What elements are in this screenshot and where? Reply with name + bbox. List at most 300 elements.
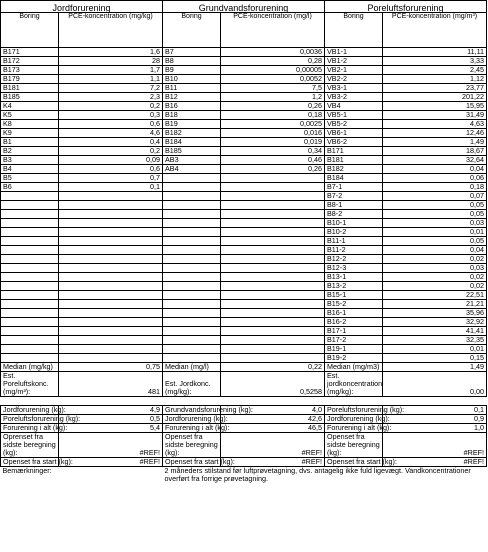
- pore-boring-cell[interactable]: B10-1: [325, 219, 383, 228]
- grund-boring-cell[interactable]: [163, 300, 221, 309]
- table-row: [1, 354, 487, 363]
- pore-total-value[interactable]: 0,9: [383, 415, 487, 424]
- grund-value-cell[interactable]: 0,016: [221, 129, 325, 138]
- pore-value-cell[interactable]: 11,11: [383, 48, 487, 57]
- grund-boring-cell[interactable]: B16: [163, 102, 221, 111]
- grund-boring-cell[interactable]: [163, 255, 221, 264]
- pore-value-cell[interactable]: 41,41: [383, 327, 487, 336]
- pore-boring-cell[interactable]: VB6-1: [325, 129, 383, 138]
- grund-value-cell[interactable]: [221, 192, 325, 201]
- jord-boring-cell[interactable]: [1, 291, 59, 300]
- pore-boring-cell[interactable]: VB6-2: [325, 138, 383, 147]
- grund-value-cell[interactable]: [221, 228, 325, 237]
- jord-boring-cell[interactable]: [1, 264, 59, 273]
- pore-total-label[interactable]: Poreluftsforurening (kg):: [325, 406, 383, 415]
- pore-boring-cell[interactable]: VB5-2: [325, 120, 383, 129]
- table-row: [1, 210, 487, 219]
- jord-boring-cell[interactable]: B173: [1, 66, 59, 75]
- grund-value-cell[interactable]: [221, 309, 325, 318]
- grund-boring-cell[interactable]: [163, 219, 221, 228]
- grund-boring-cell[interactable]: [163, 273, 221, 282]
- table-row: [1, 273, 487, 282]
- pore-boring-cell[interactable]: B171: [325, 147, 383, 156]
- pore-boring-cell[interactable]: VB2-1: [325, 66, 383, 75]
- grund-value-cell[interactable]: [221, 327, 325, 336]
- jord-total-value[interactable]: 4,9: [59, 406, 163, 415]
- table-row: [1, 156, 487, 165]
- jord-boring-cell[interactable]: B6: [1, 183, 59, 192]
- jord-boring-header[interactable]: Boring: [1, 13, 59, 48]
- jord-median-value[interactable]: 0,75: [59, 363, 163, 372]
- grund-boring-cell[interactable]: [163, 282, 221, 291]
- jord-boring-cell[interactable]: B2: [1, 147, 59, 156]
- table-row: [1, 237, 487, 246]
- grund-value-cell[interactable]: 0,0036: [221, 48, 325, 57]
- jord-boring-cell[interactable]: B171: [1, 48, 59, 57]
- grund-total-label[interactable]: Forurening i alt (kg):: [163, 424, 221, 433]
- grund-opr-last-label[interactable]: Openset fra sidste beregning (kg):: [163, 433, 221, 458]
- table-row: [1, 84, 487, 93]
- pore-value-cell[interactable]: 0,03: [383, 219, 487, 228]
- pore-boring-cell[interactable]: B16-2: [325, 318, 383, 327]
- grund-boring-cell[interactable]: B12: [163, 93, 221, 102]
- jord-value-cell[interactable]: 4,6: [59, 129, 163, 138]
- jord-value-cell[interactable]: 1,1: [59, 75, 163, 84]
- grund-value-cell[interactable]: [221, 174, 325, 183]
- remarks-row: [1, 467, 487, 484]
- grund-total-label[interactable]: Grundvandsforurening (kg):: [163, 406, 221, 415]
- pore-boring-cell[interactable]: B15-1: [325, 291, 383, 300]
- pore-boring-cell[interactable]: B10-2: [325, 228, 383, 237]
- grund-value-cell[interactable]: [221, 201, 325, 210]
- jord-value-cell[interactable]: [59, 219, 163, 228]
- grund-value-cell[interactable]: 0,0052: [221, 75, 325, 84]
- jord-boring-cell[interactable]: [1, 237, 59, 246]
- grund-boring-cell[interactable]: [163, 183, 221, 192]
- grund-total-value[interactable]: 4,0: [221, 406, 325, 415]
- grund-value-cell[interactable]: [221, 210, 325, 219]
- jord-boring-cell[interactable]: B181: [1, 84, 59, 93]
- grund-boring-cell[interactable]: B10: [163, 75, 221, 84]
- jord-value-header[interactable]: PCE-koncentration (mg/kg): [59, 13, 163, 48]
- opr-last-row: [1, 433, 487, 458]
- pore-boring-cell[interactable]: B8-2: [325, 210, 383, 219]
- pore-value-cell[interactable]: 12,46: [383, 129, 487, 138]
- pore-est-value[interactable]: 0,00: [383, 372, 487, 397]
- pore-value-cell[interactable]: 2,45: [383, 66, 487, 75]
- pore-value-cell[interactable]: 4,63: [383, 120, 487, 129]
- table-row: [1, 75, 487, 84]
- pore-boring-cell[interactable]: B7-2: [325, 192, 383, 201]
- jord-value-cell[interactable]: [59, 273, 163, 282]
- grund-median-value[interactable]: 0,22: [221, 363, 325, 372]
- jord-value-cell[interactable]: [59, 282, 163, 291]
- jord-value-cell[interactable]: [59, 327, 163, 336]
- jord-value-cell[interactable]: 1,7: [59, 66, 163, 75]
- pore-title[interactable]: Poreluftsforurening: [325, 1, 487, 13]
- jord-boring-cell[interactable]: [1, 318, 59, 327]
- jord-value-cell[interactable]: 0,2: [59, 147, 163, 156]
- jord-value-cell[interactable]: [59, 228, 163, 237]
- grund-boring-cell[interactable]: B9: [163, 66, 221, 75]
- grund-boring-header[interactable]: Boring: [163, 13, 221, 48]
- grund-boring-cell[interactable]: [163, 291, 221, 300]
- grund-boring-cell[interactable]: B11: [163, 84, 221, 93]
- pore-boring-cell[interactable]: VB1-2: [325, 57, 383, 66]
- table-row: [1, 246, 487, 255]
- grund-value-cell[interactable]: [221, 300, 325, 309]
- pore-boring-cell[interactable]: B19-2: [325, 354, 383, 363]
- grund-value-cell[interactable]: 0,26: [221, 165, 325, 174]
- table-row: [1, 255, 487, 264]
- jord-value-cell[interactable]: [59, 345, 163, 354]
- pore-value-cell[interactable]: 0,05: [383, 210, 487, 219]
- grund-value-cell[interactable]: [221, 336, 325, 345]
- table-row: [1, 183, 487, 192]
- grund-value-cell[interactable]: [221, 246, 325, 255]
- pore-boring-cell[interactable]: B17-2: [325, 336, 383, 345]
- jord-value-cell[interactable]: 0,3: [59, 111, 163, 120]
- pore-boring-cell[interactable]: B11-1: [325, 237, 383, 246]
- grund-value-cell[interactable]: 0,26: [221, 102, 325, 111]
- pore-value-cell[interactable]: 15,95: [383, 102, 487, 111]
- grund-value-cell[interactable]: [221, 264, 325, 273]
- pore-boring-cell[interactable]: B11-2: [325, 246, 383, 255]
- pore-boring-cell[interactable]: B16-1: [325, 309, 383, 318]
- jord-est-label[interactable]: Est. Poreluftskonc. (mg/m³):: [1, 372, 59, 397]
- grund-value-cell[interactable]: [221, 237, 325, 246]
- table-row: [1, 129, 487, 138]
- table-row: [1, 174, 487, 183]
- grund-opr-last-value[interactable]: #REF!: [221, 433, 325, 458]
- grund-boring-cell[interactable]: [163, 237, 221, 246]
- pore-value-cell[interactable]: 21,21: [383, 300, 487, 309]
- jord-boring-cell[interactable]: B179: [1, 75, 59, 84]
- grund-boring-cell[interactable]: [163, 309, 221, 318]
- jord-boring-cell[interactable]: K9: [1, 129, 59, 138]
- pore-value-cell[interactable]: 31,49: [383, 111, 487, 120]
- pore-value-cell[interactable]: 0,06: [383, 174, 487, 183]
- grund-value-cell[interactable]: [221, 282, 325, 291]
- jord-boring-cell[interactable]: [1, 327, 59, 336]
- grund-total-value[interactable]: 42,6: [221, 415, 325, 424]
- jord-boring-cell[interactable]: [1, 300, 59, 309]
- pore-value-cell[interactable]: 0,05: [383, 237, 487, 246]
- grund-boring-cell[interactable]: B19: [163, 120, 221, 129]
- grund-boring-cell[interactable]: B185: [163, 147, 221, 156]
- table-row: [1, 93, 487, 102]
- jord-boring-cell[interactable]: [1, 345, 59, 354]
- pore-value-cell[interactable]: 0,02: [383, 255, 487, 264]
- pore-value-cell[interactable]: 32,92: [383, 318, 487, 327]
- jord-value-cell[interactable]: 0,4: [59, 138, 163, 147]
- jord-value-cell[interactable]: [59, 309, 163, 318]
- grund-title[interactable]: Grundvandsforurening: [163, 1, 325, 13]
- grund-value-cell[interactable]: [221, 183, 325, 192]
- jord-boring-cell[interactable]: [1, 273, 59, 282]
- table-row: [1, 264, 487, 273]
- grund-est-value[interactable]: 0,5258: [221, 372, 325, 397]
- grund-boring-cell[interactable]: [163, 336, 221, 345]
- pore-value-cell[interactable]: 0,07: [383, 192, 487, 201]
- grund-value-cell[interactable]: 0,0025: [221, 120, 325, 129]
- pore-opr-start-value[interactable]: #REF!: [383, 458, 487, 467]
- pore-total-value[interactable]: 0,1: [383, 406, 487, 415]
- grund-total-label[interactable]: Jordforurening (kg):: [163, 415, 221, 424]
- table-row: [1, 219, 487, 228]
- table-row: [1, 57, 487, 66]
- grund-total-value[interactable]: 46,5: [221, 424, 325, 433]
- jord-boring-cell[interactable]: [1, 309, 59, 318]
- jord-opr-last-label[interactable]: Oprenset fra sidste beregning (kg):: [1, 433, 59, 458]
- pore-boring-cell[interactable]: VB3-2: [325, 93, 383, 102]
- grund-value-header[interactable]: PCE-koncentration (mg/l): [221, 13, 325, 48]
- pore-value-cell[interactable]: 35,96: [383, 309, 487, 318]
- pore-value-cell[interactable]: 0,04: [383, 246, 487, 255]
- jord-value-cell[interactable]: 0,6: [59, 120, 163, 129]
- table-row: [1, 345, 487, 354]
- pore-boring-cell[interactable]: B15-2: [325, 300, 383, 309]
- table-row: [1, 282, 487, 291]
- grund-value-cell[interactable]: [221, 291, 325, 300]
- table-row: [1, 165, 487, 174]
- pore-est-label[interactable]: Est. jordkoncentration (mg/kg):: [325, 372, 383, 397]
- pore-boring-cell[interactable]: B13-2: [325, 282, 383, 291]
- pore-value-cell[interactable]: 0,03: [383, 264, 487, 273]
- jord-total-value[interactable]: 5,4: [59, 424, 163, 433]
- jord-value-cell[interactable]: 0,1: [59, 183, 163, 192]
- pore-value-cell[interactable]: 32,64: [383, 156, 487, 165]
- grund-value-cell[interactable]: [221, 255, 325, 264]
- jord-value-cell[interactable]: [59, 255, 163, 264]
- grund-boring-cell[interactable]: [163, 318, 221, 327]
- pore-median-value[interactable]: 1,49: [383, 363, 487, 372]
- jord-value-cell[interactable]: 2,3: [59, 93, 163, 102]
- jord-title[interactable]: Jordforurening: [1, 1, 163, 13]
- grund-value-cell[interactable]: 0,019: [221, 138, 325, 147]
- pore-value-cell[interactable]: 1,49: [383, 138, 487, 147]
- table-row: [1, 138, 487, 147]
- grund-median-label[interactable]: Median (mg/l): [163, 363, 221, 372]
- pore-boring-cell[interactable]: B12-3: [325, 264, 383, 273]
- jord-boring-cell[interactable]: [1, 192, 59, 201]
- jord-boring-cell[interactable]: B3: [1, 156, 59, 165]
- table-row: [1, 300, 487, 309]
- jord-value-cell[interactable]: [59, 300, 163, 309]
- jord-boring-cell[interactable]: K8: [1, 120, 59, 129]
- pore-boring-cell[interactable]: VB2-2: [325, 75, 383, 84]
- grund-boring-cell[interactable]: [163, 327, 221, 336]
- jord-boring-cell[interactable]: B1: [1, 138, 59, 147]
- table-row: [1, 66, 487, 75]
- pore-boring-cell[interactable]: B8-1: [325, 201, 383, 210]
- jord-total-label[interactable]: Jordforurening (kg):: [1, 406, 59, 415]
- jord-value-cell[interactable]: [59, 318, 163, 327]
- pore-value-cell[interactable]: 0,02: [383, 273, 487, 282]
- jord-opr-start-value[interactable]: #REF!: [59, 458, 163, 467]
- table-row: [1, 192, 487, 201]
- jord-value-cell[interactable]: 7,2: [59, 84, 163, 93]
- pore-boring-header[interactable]: Boring: [325, 13, 383, 48]
- jord-value-cell[interactable]: [59, 210, 163, 219]
- jord-boring-cell[interactable]: [1, 219, 59, 228]
- grund-boring-cell[interactable]: [163, 228, 221, 237]
- grund-value-cell[interactable]: 0,18: [221, 111, 325, 120]
- pore-value-cell[interactable]: 0,15: [383, 354, 487, 363]
- pore-value-cell[interactable]: 0,01: [383, 228, 487, 237]
- jord-boring-cell[interactable]: B185: [1, 93, 59, 102]
- pore-value-cell[interactable]: 23,77: [383, 84, 487, 93]
- pore-opr-start-label[interactable]: Openset fra start (kg):: [325, 458, 383, 467]
- pore-value-cell[interactable]: 22,51: [383, 291, 487, 300]
- jord-value-cell[interactable]: 28: [59, 57, 163, 66]
- grund-opr-start-label[interactable]: Openset fra start (kg):: [163, 458, 221, 467]
- jord-value-cell[interactable]: [59, 336, 163, 345]
- table-row: [1, 309, 487, 318]
- pore-total-label[interactable]: Forurening i alt (kg):: [325, 424, 383, 433]
- pore-boring-cell[interactable]: VB5-1: [325, 111, 383, 120]
- table-row: [1, 336, 487, 345]
- section-title-row: [1, 1, 487, 13]
- grund-boring-cell[interactable]: B8: [163, 57, 221, 66]
- jord-value-cell[interactable]: 0,2: [59, 102, 163, 111]
- pore-boring-cell[interactable]: B7-1: [325, 183, 383, 192]
- pore-opr-last-label[interactable]: Openset fra sidste beregning (kg):: [325, 433, 383, 458]
- grund-value-cell[interactable]: [221, 219, 325, 228]
- jord-value-cell[interactable]: [59, 246, 163, 255]
- grund-boring-cell[interactable]: [163, 246, 221, 255]
- pore-boring-cell[interactable]: VB1-1: [325, 48, 383, 57]
- grund-value-cell[interactable]: [221, 273, 325, 282]
- grund-boring-cell[interactable]: [163, 264, 221, 273]
- table-row: [1, 48, 487, 57]
- pore-value-header[interactable]: PCE-koncentration (mg/m³): [383, 13, 487, 48]
- table-row: [1, 327, 487, 336]
- jord-total-label[interactable]: Forurening i alt (kg):: [1, 424, 59, 433]
- column-header-row: [1, 13, 487, 48]
- pore-boring-cell[interactable]: B17-1: [325, 327, 383, 336]
- totals-row: [1, 424, 487, 433]
- grund-boring-cell[interactable]: B7: [163, 48, 221, 57]
- pore-value-cell[interactable]: 1,12: [383, 75, 487, 84]
- table-row: [1, 201, 487, 210]
- grund-boring-cell[interactable]: [163, 345, 221, 354]
- pore-value-cell[interactable]: 0,02: [383, 282, 487, 291]
- jord-boring-cell[interactable]: [1, 255, 59, 264]
- jord-opr-last-value[interactable]: #REF!: [59, 433, 163, 458]
- pore-median-label[interactable]: Median (mg/m3): [325, 363, 383, 372]
- grund-boring-cell[interactable]: B184: [163, 138, 221, 147]
- pore-value-cell[interactable]: 201,22: [383, 93, 487, 102]
- pore-value-cell[interactable]: 32,35: [383, 336, 487, 345]
- jord-value-cell[interactable]: [59, 264, 163, 273]
- median-row: [1, 363, 487, 372]
- grund-boring-cell[interactable]: [163, 210, 221, 219]
- jord-boring-cell[interactable]: [1, 201, 59, 210]
- pore-boring-cell[interactable]: B12-2: [325, 255, 383, 264]
- jord-value-cell[interactable]: [59, 237, 163, 246]
- table-row: [1, 318, 487, 327]
- jord-boring-cell[interactable]: [1, 210, 59, 219]
- jord-opr-start-label[interactable]: Openset fra start (kg):: [1, 458, 59, 467]
- grund-opr-start-value[interactable]: #REF!: [221, 458, 325, 467]
- remarks-label[interactable]: Bemærkninger:: [2, 466, 52, 475]
- grund-boring-cell[interactable]: B18: [163, 111, 221, 120]
- jord-total-value[interactable]: 0,5: [59, 415, 163, 424]
- gap-cell: [59, 397, 163, 406]
- pore-boring-cell[interactable]: B181: [325, 156, 383, 165]
- grund-value-cell[interactable]: 1,2: [221, 93, 325, 102]
- jord-boring-cell[interactable]: B172: [1, 57, 59, 66]
- grund-value-cell[interactable]: 0,46: [221, 156, 325, 165]
- grund-value-cell[interactable]: 0,28: [221, 57, 325, 66]
- table-row: [1, 291, 487, 300]
- pore-boring-cell[interactable]: VB3-1: [325, 84, 383, 93]
- table-row: [1, 120, 487, 129]
- jord-value-cell[interactable]: [59, 201, 163, 210]
- jord-value-cell[interactable]: 0,09: [59, 156, 163, 165]
- grund-value-cell[interactable]: 7,5: [221, 84, 325, 93]
- jord-value-cell[interactable]: 0,6: [59, 165, 163, 174]
- grund-value-cell[interactable]: [221, 318, 325, 327]
- pore-value-cell[interactable]: 0,01: [383, 345, 487, 354]
- grund-boring-cell[interactable]: B182: [163, 129, 221, 138]
- grund-boring-cell[interactable]: [163, 192, 221, 201]
- pore-total-value[interactable]: 1,0: [383, 424, 487, 433]
- pore-boring-cell[interactable]: B184: [325, 174, 383, 183]
- jord-est-value[interactable]: 481: [59, 372, 163, 397]
- pore-total-label[interactable]: Jordforurening (kg):: [325, 415, 383, 424]
- jord-value-cell[interactable]: 0,7: [59, 174, 163, 183]
- remarks-text[interactable]: 2 måneders stilstand før luftprøvetagning, dvs. antagelig ikke fuld ligevægt. Vandkoncentrationer overført fra forrige prøvetagning.: [164, 466, 471, 483]
- jord-total-label[interactable]: Poreluftsforurening (kg):: [1, 415, 59, 424]
- grund-est-label[interactable]: Est. Jordkonc. (mg/kg):: [163, 372, 221, 397]
- jord-boring-cell[interactable]: [1, 246, 59, 255]
- grund-value-cell[interactable]: [221, 345, 325, 354]
- jord-value-cell[interactable]: 1,6: [59, 48, 163, 57]
- jord-boring-cell[interactable]: K4: [1, 102, 59, 111]
- pore-value-cell[interactable]: 0,18: [383, 183, 487, 192]
- jord-median-label[interactable]: Median (mg/kg): [1, 363, 59, 372]
- table-row: [1, 111, 487, 120]
- pore-boring-cell[interactable]: B13-1: [325, 273, 383, 282]
- jord-value-cell[interactable]: [59, 291, 163, 300]
- grund-boring-cell[interactable]: AB3: [163, 156, 221, 165]
- grund-boring-cell[interactable]: [163, 201, 221, 210]
- grund-value-cell[interactable]: 0,34: [221, 147, 325, 156]
- jord-value-cell[interactable]: [59, 192, 163, 201]
- jord-boring-cell[interactable]: [1, 336, 59, 345]
- jord-boring-cell[interactable]: K5: [1, 111, 59, 120]
- pore-opr-last-value[interactable]: #REF!: [383, 433, 487, 458]
- pore-value-cell[interactable]: 0,05: [383, 201, 487, 210]
- pore-boring-cell[interactable]: B19-1: [325, 345, 383, 354]
- grund-boring-cell[interactable]: AB4: [163, 165, 221, 174]
- jord-boring-cell[interactable]: [1, 228, 59, 237]
- jord-boring-cell[interactable]: B4: [1, 165, 59, 174]
- grund-boring-cell[interactable]: [163, 174, 221, 183]
- pore-boring-cell[interactable]: VB4: [325, 102, 383, 111]
- jord-boring-cell[interactable]: B5: [1, 174, 59, 183]
- grund-value-cell[interactable]: 0,00005: [221, 66, 325, 75]
- pore-value-cell[interactable]: 0,04: [383, 165, 487, 174]
- estimate-row: [1, 372, 487, 397]
- pore-value-cell[interactable]: 3,33: [383, 57, 487, 66]
- pore-value-cell[interactable]: 18,67: [383, 147, 487, 156]
- table-row: [1, 228, 487, 237]
- jord-boring-cell[interactable]: [1, 282, 59, 291]
- pore-boring-cell[interactable]: B182: [325, 165, 383, 174]
